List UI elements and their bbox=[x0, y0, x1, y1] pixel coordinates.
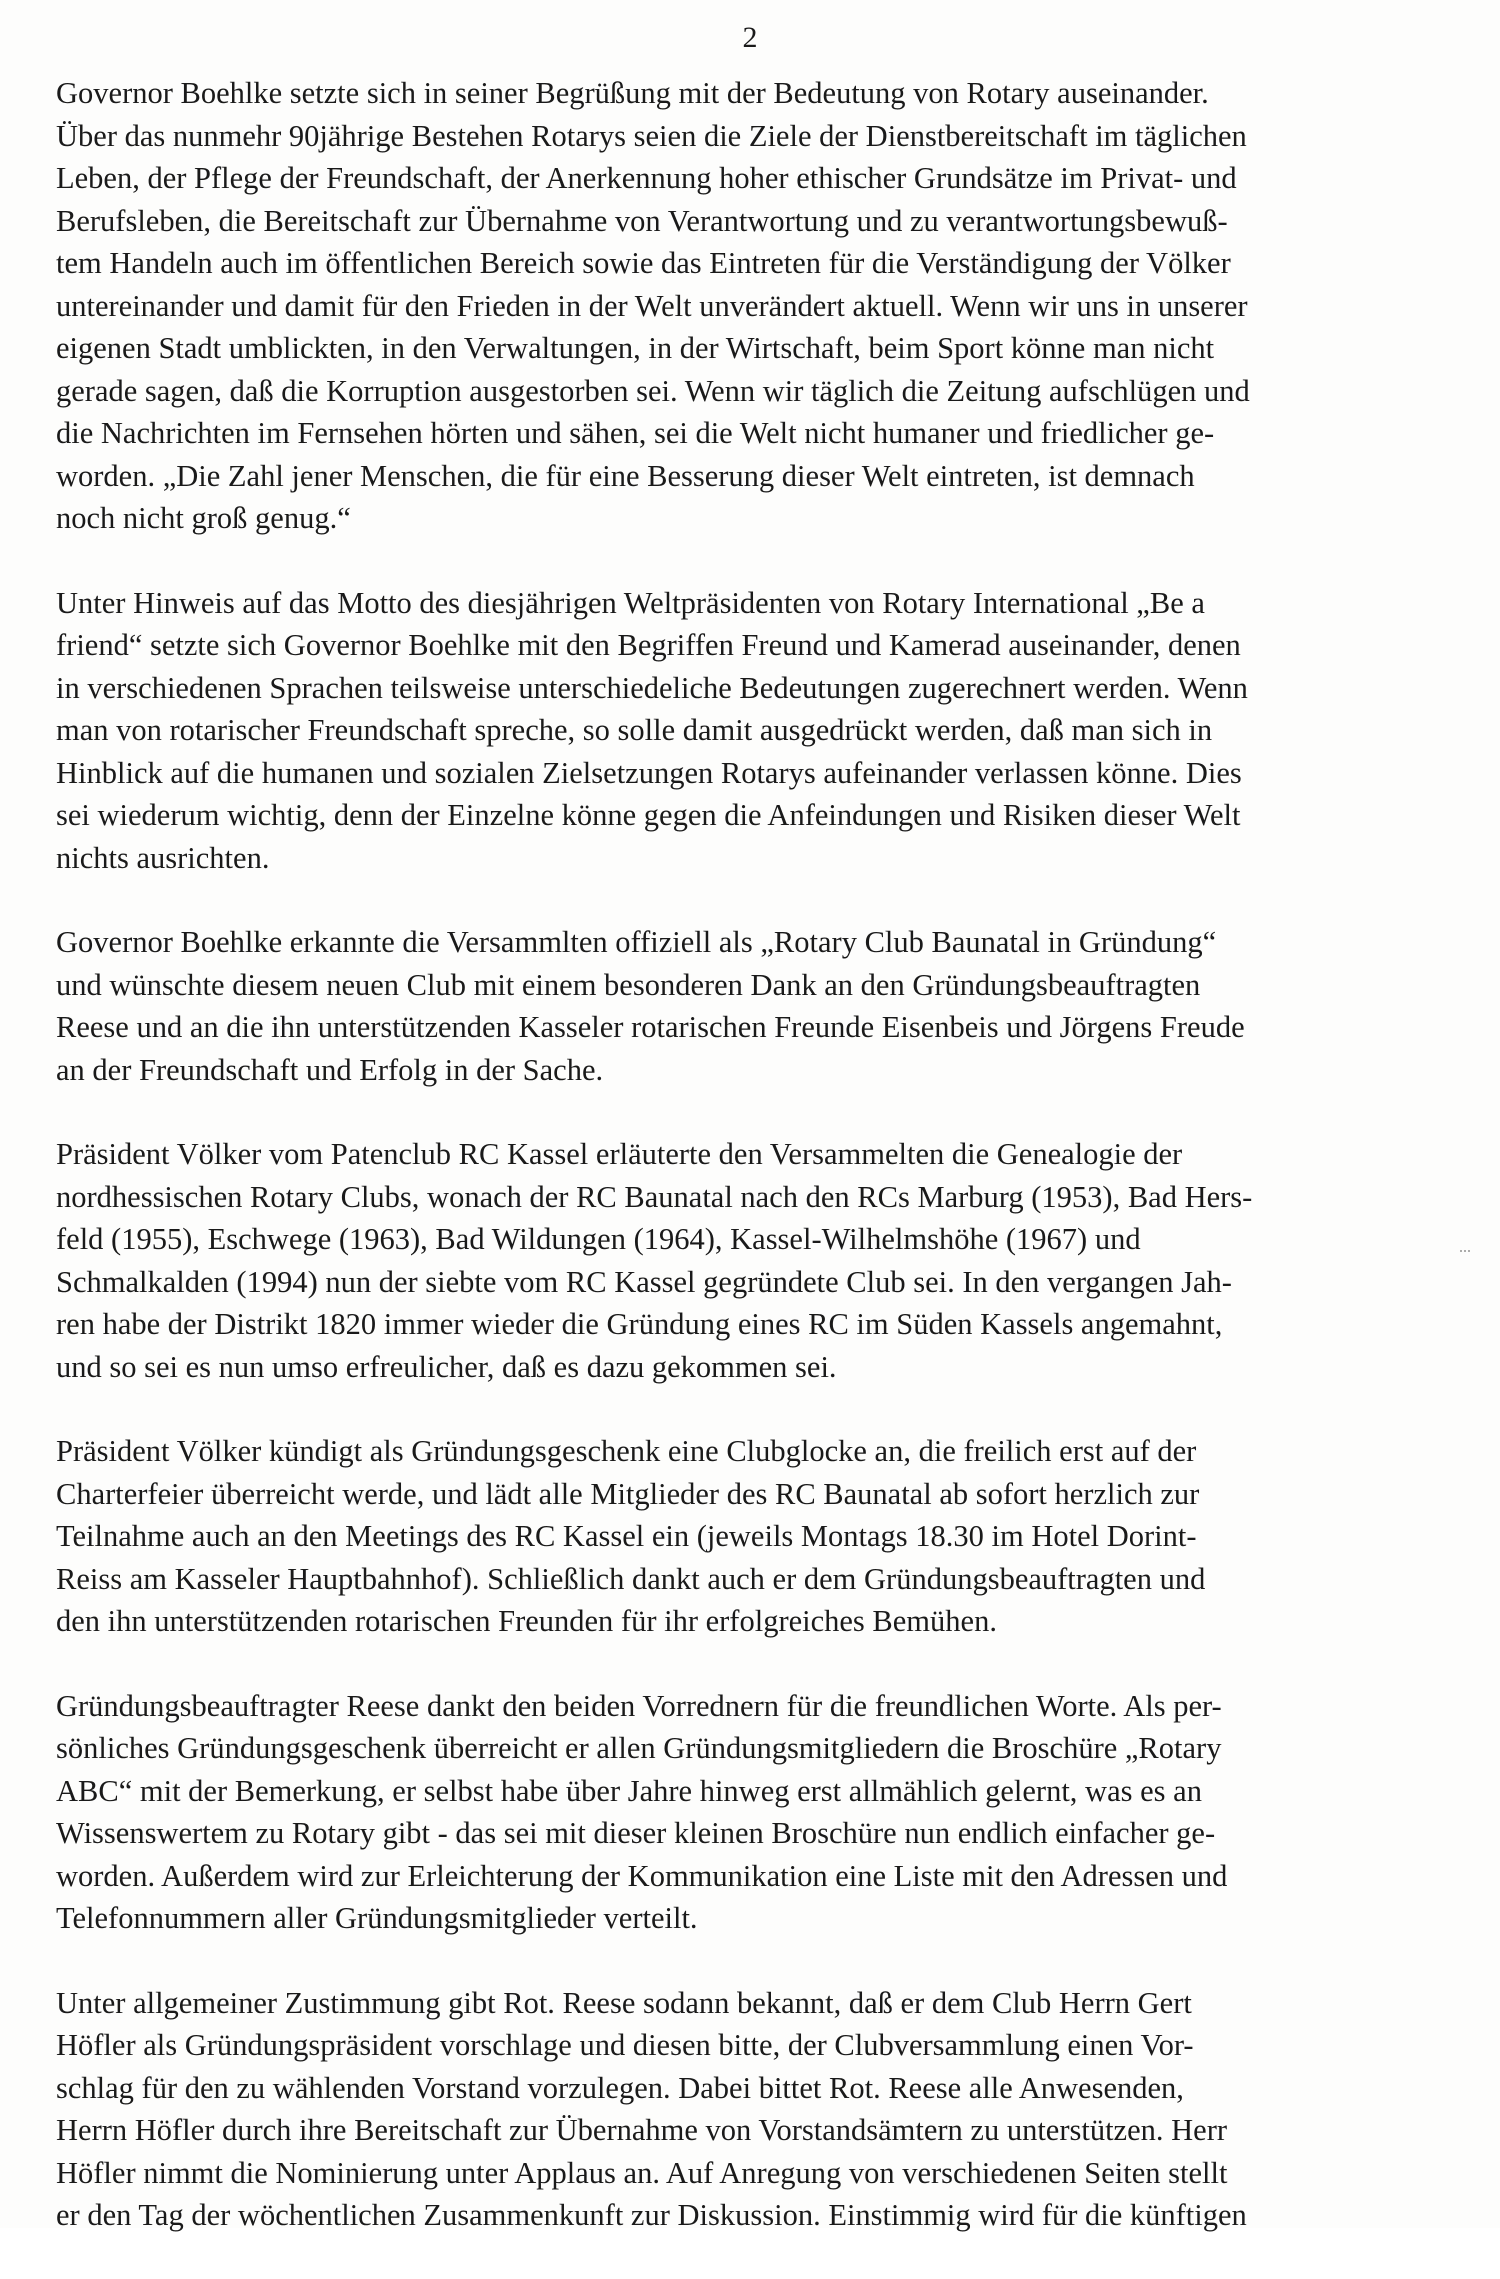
text-line: noch nicht groß genug.“ bbox=[56, 501, 351, 535]
scan-speck bbox=[1460, 1250, 1470, 1256]
text-line: ABC“ mit der Bemerkung, er selbst habe über Jahre hinweg erst allmählich gelernt, was es an bbox=[56, 1773, 1202, 1808]
text-line: worden. „Die Zahl jener Menschen, die für eine Besserung dieser Welt eintreten, ist demnach bbox=[56, 458, 1195, 493]
text-line: und so sei es nun umso erfreulicher, daß es dazu gekommen sei. bbox=[56, 1349, 837, 1384]
text-line: Präsident Völker vom Patenclub RC Kassel erläuterte den Versammelten die Genealogie der bbox=[56, 1137, 1183, 1171]
paragraph bbox=[56, 921, 1436, 1091]
text-line: man von rotarischer Freundschaft spreche, so solle damit ausgedrückt werden, daß man sich in bbox=[56, 713, 1213, 747]
text-line: eigenen Stadt umblickten, in den Verwaltungen, in der Wirtschaft, beim Sport könne man nicht bbox=[56, 331, 1215, 365]
text-line: worden. Außerdem wird zur Erleichterung der Kommunikation eine Liste mit den Adressen und bbox=[56, 1858, 1228, 1893]
text-line: sönliches Gründungsgeschenk überreicht er allen Gründungsmitgliedern die Broschüre „Rotary bbox=[56, 1731, 1222, 1765]
text-line: Telefonnummern aller Gründungsmitglieder verteilt. bbox=[56, 1901, 698, 1935]
text-line: untereinander und damit für den Frieden in der Welt unverändert aktuell. Wenn wir uns in unserer bbox=[56, 288, 1248, 323]
text-line: und wünschte diesem neuen Club mit einem besonderen Dank an den Gründungsbeauftragten bbox=[56, 967, 1201, 1002]
paragraph bbox=[56, 72, 1436, 540]
text-line: ren habe der Distrikt 1820 immer wieder die Gründung eines RC im Süden Kassels angemahnt, bbox=[56, 1307, 1223, 1341]
text-line: gerade sagen, daß die Korruption ausgestorben sei. Wenn wir täglich die Zeitung aufschlügen und bbox=[56, 373, 1250, 408]
text-line: er den Tag der wöchentlichen Zusammenkunft zur Diskussion. Einstimmig wird für die künftigen bbox=[56, 2198, 1247, 2232]
text-line: Wissenswertem zu Rotary gibt - das sei mit dieser kleinen Broschüre nun endlich einfacher ge- bbox=[56, 1816, 1216, 1850]
text-line: Charterfeier überreicht werde, und lädt alle Mitglieder des RC Baunatal ab sofort herzlich zur bbox=[56, 1476, 1200, 1511]
text-line: Höfler als Gründungspräsident vorschlage und diesen bitte, der Clubversammlung einen Vor- bbox=[56, 2028, 1194, 2062]
text-line: Über das nunmehr 90jährige Bestehen Rotarys seien die Ziele der Dienstbereitschaft im täglichen bbox=[56, 118, 1247, 153]
text-line: in verschiedenen Sprachen teilsweise unterschiedeliche Bedeutungen zugerechnert werden. Wenn bbox=[56, 670, 1248, 705]
text-line: Leben, der Pflege der Freundschaft, der Anerkennung hoher ethischer Grundsätze im Privat- und bbox=[56, 161, 1237, 195]
text-line: Schmalkalden (1994) nun der siebte vom RC Kassel gegründete Club sei. In den vergangen Jah- bbox=[56, 1264, 1232, 1299]
text-line: Teilnahme auch an den Meetings des RC Kassel ein (jeweils Montags 18.30 im Hotel Dorint- bbox=[56, 1519, 1197, 1553]
text-line: Präsident Völker kündigt als Gründungsgeschenk eine Clubglocke an, die freilich erst auf der bbox=[56, 1434, 1197, 1468]
text-line: Governor Boehlke setzte sich in seiner Begrüßung mit der Bedeutung von Rotary auseinander. bbox=[56, 76, 1209, 110]
text-line: den ihn unterstützenden rotarischen Freunden für ihr erfolgreiches Bemühen. bbox=[56, 1604, 997, 1638]
text-line: schlag für den zu wählenden Vorstand vorzulegen. Dabei bittet Rot. Reese alle Anwesenden, bbox=[56, 2070, 1184, 2105]
paragraph bbox=[56, 1430, 1436, 1643]
text-line: Gründungsbeauftragter Reese dankt den beiden Vorrednern für die freundlichen Worte. Als per- bbox=[56, 1688, 1222, 1723]
text-line: nordhessischen Rotary Clubs, wonach der RC Baunatal nach den RCs Marburg (1953), Bad Hers- bbox=[56, 1179, 1253, 1214]
paragraph bbox=[56, 1133, 1436, 1388]
text-line: tem Handeln auch im öffentlichen Bereich sowie das Eintreten für die Verständigung der Völker bbox=[56, 246, 1231, 280]
paragraph bbox=[56, 1685, 1436, 1940]
text-line: Reese und an die ihn unterstützenden Kasseler rotarischen Freunde Eisenbeis und Jörgens Freude bbox=[56, 1010, 1245, 1044]
text-line: Herrn Höfler durch ihre Bereitschaft zur Übernahme von Vorstandsämtern zu unterstützen. Herr bbox=[56, 2113, 1228, 2147]
text-line: Berufsleben, die Bereitschaft zur Übernahme von Verantwortung und zu verantwortungsbewuß- bbox=[56, 203, 1228, 238]
body-text bbox=[56, 72, 1436, 2279]
text-line: Governor Boehlke erkannte die Versammlten offiziell als „Rotary Club Baunatal in Gründung“ bbox=[56, 925, 1217, 959]
text-line: Höfler nimmt die Nominierung unter Applaus an. Auf Anregung von verschiedenen Seiten stellt bbox=[56, 2155, 1228, 2190]
text-line: Hinblick auf die humanen und sozialen Zielsetzungen Rotarys aufeinander verlassen könne. Dies bbox=[56, 755, 1242, 790]
text-line: die Nachrichten im Fernsehen hörten und sähen, sei die Welt nicht humaner und friedlicher ge- bbox=[56, 416, 1215, 450]
text-line: sei wiederum wichtig, denn der Einzelne könne gegen die Anfeindungen und Risiken dieser Welt bbox=[56, 798, 1241, 832]
paragraph bbox=[56, 582, 1436, 880]
text-line: Reiss am Kasseler Hauptbahnhof). Schließlich dankt auch er dem Gründungsbeauftragten und bbox=[56, 1561, 1206, 1596]
text-line: nichts ausrichten. bbox=[56, 840, 270, 875]
text-line: feld (1955), Eschwege (1963), Bad Wildungen (1964), Kassel-Wilhelmshöhe (1967) und bbox=[56, 1222, 1141, 1256]
paragraph bbox=[56, 1982, 1436, 2237]
page-number: 2 bbox=[742, 21, 758, 54]
text-line: Unter Hinweis auf das Motto des diesjährigen Weltpräsidenten von Rotary International „Be a bbox=[56, 585, 1205, 620]
text-line: an der Freundschaft und Erfolg in der Sache. bbox=[56, 1052, 604, 1087]
text-line: Unter allgemeiner Zustimmung gibt Rot. Reese sodann bekannt, daß er dem Club Herrn Gert bbox=[56, 1985, 1192, 2020]
text-line: friend“ setzte sich Governor Boehlke mit den Begriffen Freund und Kamerad auseinander, denen bbox=[56, 628, 1241, 662]
